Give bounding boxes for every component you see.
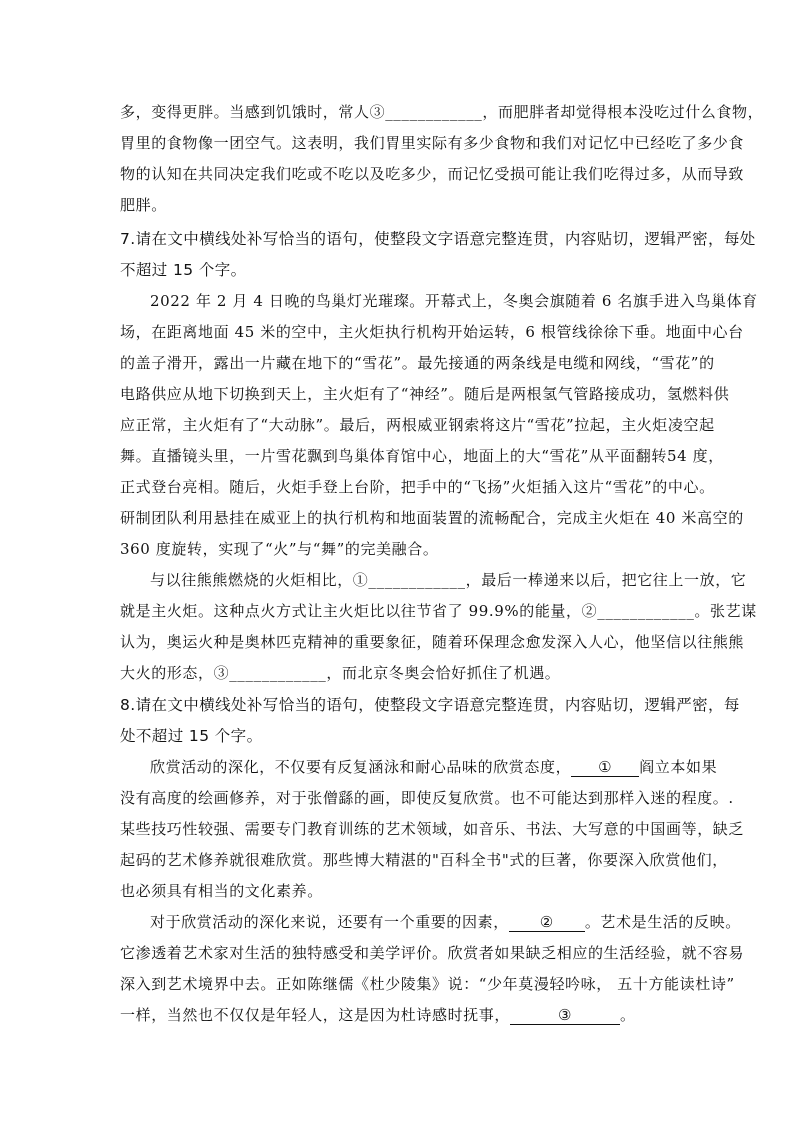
question-7-prompt: 7.请在文中横线处补写恰当的语句，使整段文字语意完整连贯，内容贴切，逻辑严密，每处 (120, 230, 756, 248)
text-line: 电路供应从地下切换到天上，主火炬有了“神经”。随后是两根氢气管路接成功，氢燃料供 (120, 385, 730, 403)
text-line: 舞。直播镜头里，一片雪花飘到鸟巢体育馆中心，地面上的大“雪花”从平面翻转54 度， (120, 447, 724, 465)
question-8-prompt: 8.请在文中横线处补写恰当的语句，使整段文字语意完整连贯，内容贴切，逻辑严密，每 (120, 696, 740, 714)
question-7 (120, 224, 756, 286)
question-8 (120, 690, 740, 752)
question-7-passage-1 (120, 286, 758, 565)
text-line: 没有高度的绘画修养，对于张僧繇的画，即使反复欣赏。也不可能达到那样入迷的程度。. (120, 789, 734, 807)
text-line: 它渗透着艺术家对生活的独特感受和美学评价。欣赏者如果缺乏相应的生活经验，就不容易 (120, 944, 745, 962)
text-line (120, 752, 718, 783)
text-line: 认为，奥运火种是奥林匹克精神的重要象征，随着环保理念愈发深入人心，他坚信以往熊熊 (120, 633, 745, 651)
text-line: 也必须具有相当的文化素养。 (120, 882, 323, 900)
text-segment: 一样，当然也不仅仅是年轻人，这是因为杜诗感时抚事， (120, 1006, 511, 1024)
text-line: 胃里的食物像一团空气。这表明，我们胃里实际有多少食物和我们对记忆中已经吃了多少食 (120, 134, 745, 152)
answer-blank-2[interactable]: ② (509, 913, 585, 932)
text-line: 大火的形态，③____________，而北京冬奥会恰好抓住了机遇。 (120, 664, 561, 682)
text-line: 深入到艺术境界中去。正如陈继儒《杜少陵集》说：“少年莫漫轻吟咏， 五十方能读杜诗” (120, 975, 735, 993)
text-line: 场，在距离地面 45 米的空中，主火炬执行机构开始运转，6 根管线徐徐下垂。地面中心台 (120, 323, 744, 341)
text-segment: 对于欣赏活动的深化来说，还要有一个重要的因素， (150, 913, 509, 931)
text-segment: 阎立本如果 (639, 758, 718, 776)
text-line: 2022 年 2 月 4 日晚的鸟巢灯光璀璨。开幕式上，冬奥会旗随着 6 名旗手进入鸟巢体育 (150, 292, 758, 310)
text-line: 应正常，主火炬有了“大动脉”。最后，两根威亚钢索将这片“雪花”拉起，主火炬凌空起 (120, 416, 715, 434)
passage-continuation (120, 97, 764, 221)
text-line: 肥胖。 (120, 196, 167, 214)
text-line: 与以往熊熊燃烧的火炬相比，①____________，最后一棒递来以后，把它往上一放，它 (150, 571, 747, 589)
text-line: 物的认知在共同决定我们吃或不吃以及吃多少，而记忆受损可能让我们吃得过多，从而导致 (120, 165, 745, 183)
text-line (120, 907, 741, 938)
question-8-passage-1 (120, 752, 745, 907)
text-segment: 欣赏活动的深化，不仅要有反复涵泳和耐心品味的欣赏态度， (150, 758, 572, 776)
text-line: 多，变得更胖。当感到饥饿时，常人③____________，而肥胖者却觉得根本没吃过什么食物， (120, 103, 764, 121)
question-7-prompt: 不超过 15 个字。 (120, 261, 247, 279)
text-line: 某些技巧性较强、需要专门教育训练的艺术领域，如音乐、书法、大写意的中国画等，缺乏 (120, 820, 745, 838)
text-line: 正式登台亮相。随后，火炬手登上台阶，把手中的“飞扬”火炬插入这片“雪花”的中心。 (120, 478, 715, 496)
question-8-prompt: 处不超过 15 个字。 (120, 727, 263, 745)
text-line: 研制团队利用悬挂在威亚上的执行机构和地面装置的流畅配合，完成主火炬在 40 米高空的 (120, 509, 744, 527)
question-7-passage-2 (120, 565, 757, 689)
answer-blank-1[interactable]: ① (571, 758, 639, 777)
text-line: 360 度旋转，实现了“火”与“舞”的完美融合。 (120, 540, 439, 558)
answer-blank-3[interactable]: ③ (510, 1006, 620, 1025)
text-segment: 。艺术是生活的反映。 (584, 913, 741, 931)
text-line (120, 1000, 680, 1031)
text-line: 就是主火炬。这种点火方式让主火炬比以往节省了 99.9%的能量，②____________。张艺谋 (120, 602, 757, 620)
text-line: 起码的艺术修养就很难欣赏。那些博大精湛的"百科全书"式的巨著，你要深入欣赏他们， (120, 851, 728, 869)
text-line: 的盖子滑开，露出一片藏在地下的“雪花”。最先接通的两条线是电缆和网线，“雪花”的 (120, 354, 715, 372)
question-8-passage-2 (120, 907, 745, 1031)
text-segment: 。 (620, 1006, 636, 1024)
